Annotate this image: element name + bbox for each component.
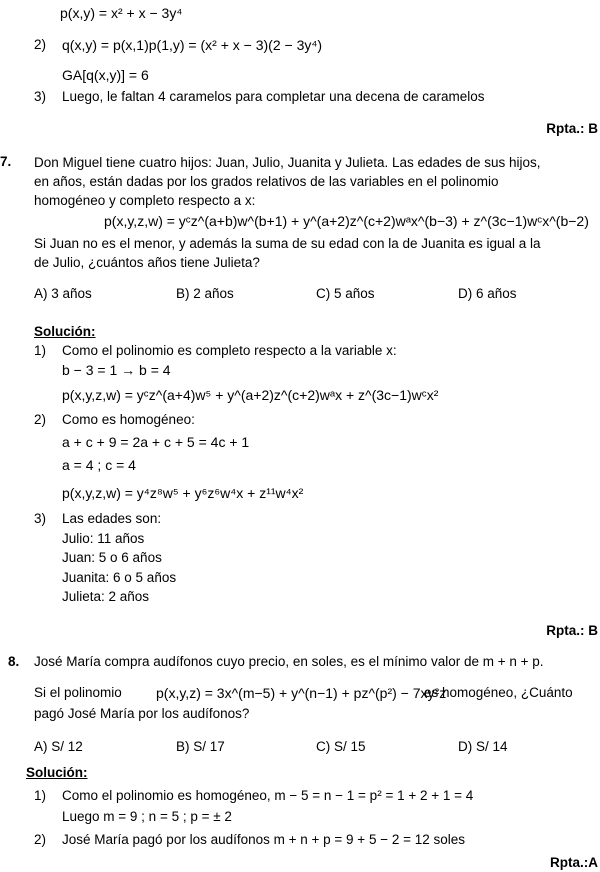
problem7-statement (34, 153, 598, 210)
problem7-option-d: D) 6 años (458, 286, 517, 301)
problem7-step2-equation2: a = 4 ; c = 4 (62, 457, 136, 473)
prev-item3-number: 3) (34, 89, 47, 104)
problem8-option-b: B) S/ 17 (176, 739, 225, 754)
problem7-statement-line1: Don Miguel tiene cuatro hijos: Juan, Julio, Juanita y Julieta. Las edades de sus hijos, (34, 155, 541, 170)
problem7-option-a: A) 3 años (34, 286, 92, 301)
problem7-question-line2: de Julio, ¿cuántos años tiene Julieta? (34, 255, 260, 270)
problem8-step1-number: 1) (34, 788, 47, 803)
problem8-statement-line1: José María compra audífonos cuyo precio, en soles, es el mínimo valor de m + n + p. (34, 654, 544, 669)
problem7-statement-line3: homogéneo y completo respecto a x: (34, 193, 256, 208)
problem7-step2-text: Como es homogéneo: (62, 412, 195, 427)
prev-item2-number: 2) (34, 37, 47, 52)
prev-item3-text: Luego, le faltan 4 caramelos para completar una decena de caramelos (62, 89, 485, 104)
problem7-answer: Rpta.: B (546, 623, 598, 638)
problem8-answer: Rpta.:A (550, 855, 598, 870)
problem8-step1-equation: Luego m = 9 ; n = 5 ; p = ± 2 (62, 809, 232, 824)
problem8-polynomial: p(x,y,z) = 3x^(m−5) + y^(n−1) + pz^(p²) − 7xy²z (156, 685, 447, 701)
problem7-step3-number: 3) (34, 511, 47, 526)
problem8-statement-line3: pagó José María por los audífonos? (34, 706, 250, 721)
problem7-polynomial: p(x,y,z,w) = yᶜz^(a+b)w^(b+1) + y^(a+2)z^(c+2)wᵃx^(b−3) + z^(3c−1)wᶜx^(b−2) (104, 213, 589, 229)
problem8-number: 8. (8, 654, 20, 669)
problem7-step1-text: Como el polinomio es completo respecto a la variable x: (62, 343, 397, 358)
problem7-number: 7. (0, 154, 12, 169)
prev-eq-p: p(x,y) = x² + x − 3y⁴ (60, 5, 183, 21)
problem7-option-b: B) 2 años (176, 286, 234, 301)
problem7-age-juanita: Juanita: 6 o 5 años (62, 570, 177, 585)
problem8-statement-line2-end: es homogéneo, ¿Cuánto (424, 685, 573, 700)
problem7-option-c: C) 5 años (316, 286, 375, 301)
problem8-step2-number: 2) (34, 832, 47, 847)
problem7-age-julieta: Julieta: 2 años (62, 589, 150, 604)
problem8-solution-label: Solución: (26, 765, 88, 780)
prev-ga-equation: GA[q(x,y)] = 6 (62, 67, 149, 83)
problem8-option-d: D) S/ 14 (458, 739, 508, 754)
problem7-step2-equation3: p(x,y,z,w) = y⁴z⁸w⁵ + y⁶z⁶w⁴x + z¹¹w⁴x² (62, 485, 304, 501)
problem7-step2-equation1: a + c + 9 = 2a + c + 5 = 4c + 1 (62, 434, 250, 450)
problem7-step3-text: Las edades son: (62, 511, 162, 526)
prev-answer: Rpta.: B (546, 121, 598, 136)
problem8-statement-line2-start: Si el polinomio (34, 685, 122, 700)
problem7-question-line1: Si Juan no es el menor, y además la suma de su edad con la de Juanita es igual a la (34, 236, 541, 251)
problem7-step1-equation1: b − 3 = 1 → b = 4 (62, 362, 171, 378)
problem7-solution-label: Solución: (34, 324, 96, 339)
problem8-step2-text: José María pagó por los audífonos m + n + p = 9 + 5 − 2 = 12 soles (62, 832, 466, 847)
problem8-step1-text: Como el polinomio es homogéneo, m − 5 = n − 1 = p² = 1 + 2 + 1 = 4 (62, 788, 474, 803)
problem7-step2-number: 2) (34, 412, 47, 427)
problem7-statement-line2: en años, están dadas por los grados relativos de las variables en el polinomio (34, 174, 499, 189)
problem7-step1-equation2: p(x,y,z,w) = yᶜz^(a+4)w⁵ + y^(a+2)z^(c+2)wᵃx + z^(3c−1)wᶜx² (62, 387, 439, 403)
prev-item2-equation: q(x,y) = p(x,1)p(1,y) = (x² + x − 3)(2 − 3y⁴) (62, 37, 323, 53)
problem7-age-julio: Julio: 11 años (62, 531, 145, 546)
problem7-step1-number: 1) (34, 343, 47, 358)
problem7-question (34, 234, 598, 272)
problem8-option-a: A) S/ 12 (34, 739, 83, 754)
problem8-option-c: C) S/ 15 (316, 739, 366, 754)
problem7-age-juan: Juan: 5 o 6 años (62, 550, 162, 565)
